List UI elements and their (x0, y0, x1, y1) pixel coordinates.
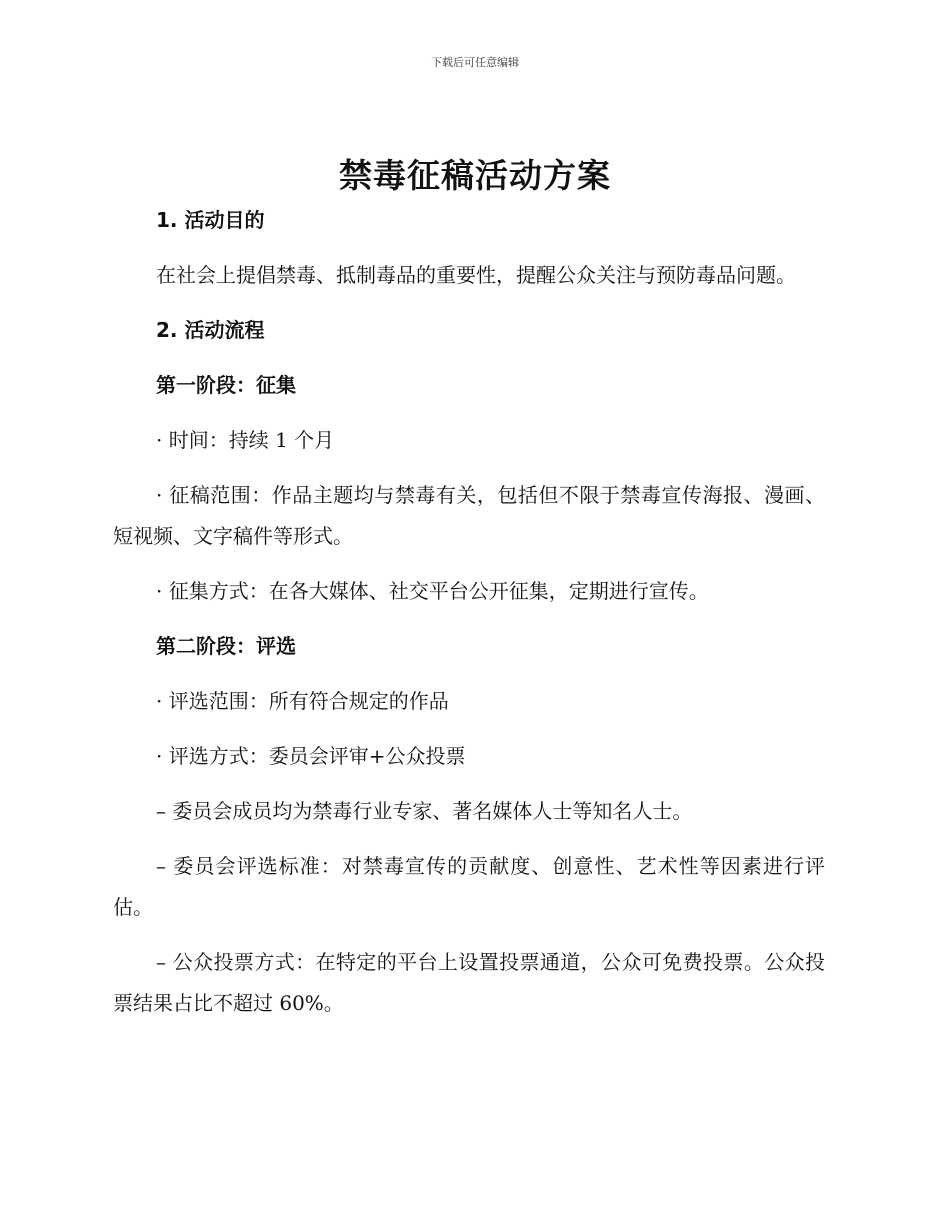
phase2-criteria: – 委员会评选标准：对禁毒宣传的贡献度、创意性、艺术性等因素进行评估。 (113, 854, 825, 919)
phase1-scope: · 征稿范围：作品主题均与禁毒有关，包括但不限于禁毒宣传海报、漫画、短视频、文字稿件等形式。 (113, 483, 825, 548)
section-heading-process: 2. 活动流程 (156, 318, 265, 342)
section-heading-purpose: 1. 活动目的 (156, 208, 265, 232)
header-note: 下载后可任意编辑 (431, 56, 519, 69)
phase2-scope: · 评选范围：所有符合规定的作品 (156, 689, 449, 713)
phase1-time: · 时间：持续 1 个月 (156, 428, 335, 452)
phase1-method: · 征集方式：在各大媒体、社交平台公开征集，定期进行宣传。 (156, 579, 709, 603)
phase2-heading: 第二阶段：评选 (156, 634, 296, 658)
phase1-heading: 第一阶段：征集 (156, 373, 296, 397)
document-body (113, 200, 825, 1024)
phase2-vote: – 公众投票方式：在特定的平台上设置投票通道，公众可免费投票。公众投票结果占比不超过 60%。 (113, 950, 825, 1015)
document-title: 禁毒征稿活动方案 (339, 156, 611, 195)
phase2-method: · 评选方式：委员会评审+公众投票 (156, 744, 466, 768)
phase2-members: – 委员会成员均为禁毒行业专家、著名媒体人士等知名人士。 (156, 799, 693, 823)
paragraph-purpose: 在社会上提倡禁毒、抵制毒品的重要性，提醒公众关注与预防毒品问题。 (156, 263, 796, 287)
